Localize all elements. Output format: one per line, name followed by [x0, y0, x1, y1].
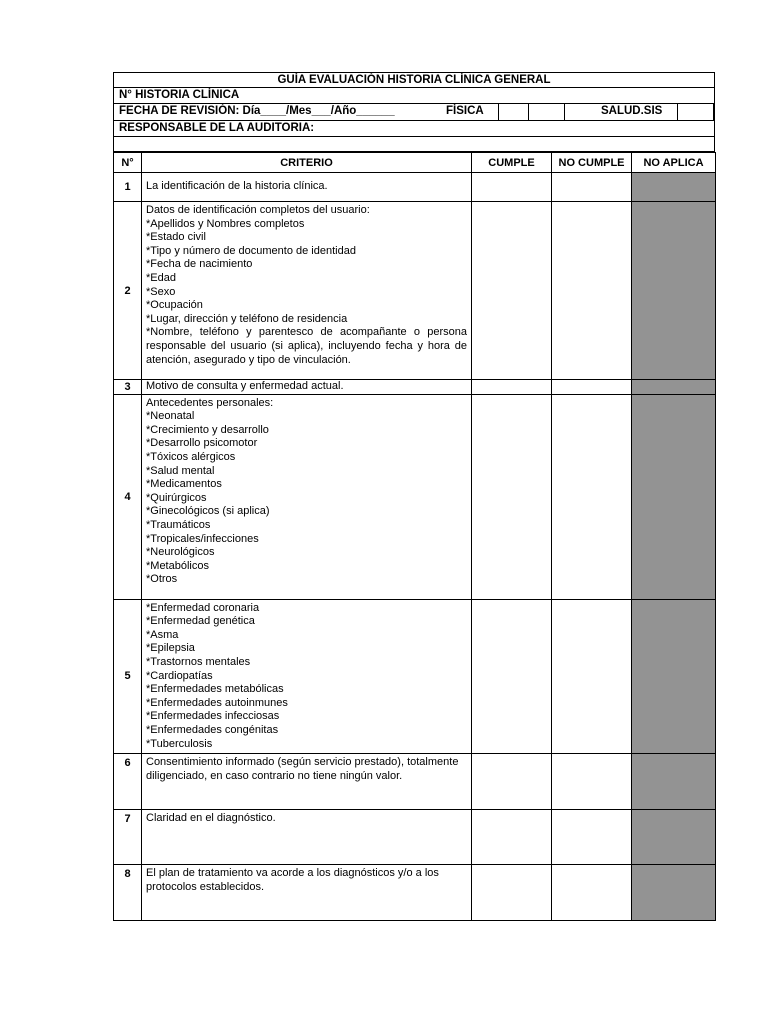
criterio-item: *Neurológicos — [146, 546, 215, 559]
audit-form — [113, 72, 715, 921]
no-aplica-cell — [632, 173, 716, 202]
no-cumple-cell[interactable] — [552, 394, 632, 599]
no-cumple-cell[interactable] — [552, 599, 632, 754]
col-criterio-header: CRITERIO — [142, 153, 472, 173]
row-number: 1 — [114, 173, 142, 202]
no-aplica-cell — [632, 394, 716, 599]
historia-row — [113, 88, 715, 104]
cumple-cell[interactable] — [472, 810, 552, 865]
cumple-cell[interactable] — [472, 599, 552, 754]
row-criterio — [142, 394, 472, 599]
salud-box-2[interactable] — [713, 104, 714, 120]
criterio-item: *Ginecológicos (si aplica) — [146, 505, 270, 518]
criterio-item: *Enfermedades metabólicas — [146, 683, 284, 696]
criterio-item: *Otros — [146, 573, 178, 586]
table-row — [114, 202, 716, 380]
criterio-text: Motivo de consulta y enfermedad actual. — [146, 380, 344, 392]
table-row — [114, 599, 716, 754]
criterio-item: *Sexo — [146, 285, 176, 298]
row-criterio — [142, 380, 472, 395]
criterio-item: *Epilepsia — [146, 642, 195, 655]
col-no-cumple-header: NO CUMPLE — [552, 153, 632, 173]
cumple-cell[interactable] — [472, 173, 552, 202]
no-cumple-cell[interactable] — [552, 810, 632, 865]
no-aplica-cell — [632, 202, 716, 380]
form-title: GUÍA EVALUACIÓN HISTORIA CLÍNICA GENERAL — [277, 74, 551, 86]
criterio-item: *Edad — [146, 271, 176, 284]
fisica-label: FÍSICA — [446, 105, 484, 117]
fisica-box[interactable] — [498, 104, 528, 120]
row-criterio — [142, 865, 472, 921]
table-row — [114, 380, 716, 395]
criterio-item: *Salud mental — [146, 464, 215, 477]
table-header-row — [114, 153, 716, 173]
responsable-label: RESPONSABLE DE LA AUDITORIA: — [119, 122, 315, 134]
row-number: 6 — [114, 754, 142, 810]
criterio-item: *Enfermedades congénitas — [146, 723, 279, 736]
salud-box[interactable] — [677, 104, 713, 120]
row-criterio — [142, 754, 472, 810]
no-aplica-cell — [632, 865, 716, 921]
criteria-table — [113, 152, 716, 921]
criterio-item: *Tipo y número de documento de identidad — [146, 244, 356, 257]
criterio-item: *Tropicales/infecciones — [146, 532, 259, 545]
criterio-item: *Enfermedades infecciosas — [146, 710, 280, 723]
row-criterio — [142, 173, 472, 202]
col-num-header: N° — [114, 153, 142, 173]
criterio-item: *Neonatal — [146, 410, 195, 423]
responsable-row — [113, 121, 715, 137]
criterio-text: Antecedentes personales: — [146, 396, 274, 409]
no-cumple-cell[interactable] — [552, 202, 632, 380]
criterio-item: *Traumáticos — [146, 518, 211, 531]
criterio-item: *Crecimiento y desarrollo — [146, 423, 269, 436]
salud-label: SALUD.SIS — [564, 104, 677, 120]
no-cumple-cell[interactable] — [552, 380, 632, 395]
criterio-item: *Fecha de nacimiento — [146, 258, 253, 271]
criterio-item: *Metabólicos — [146, 559, 209, 572]
row-criterio — [142, 599, 472, 754]
cumple-cell[interactable] — [472, 202, 552, 380]
criterio-item: *Trastornos mentales — [146, 655, 251, 668]
table-row — [114, 865, 716, 921]
row-number: 8 — [114, 865, 142, 921]
criterio-item: *Enfermedad genética — [146, 615, 255, 628]
no-cumple-cell[interactable] — [552, 754, 632, 810]
table-row — [114, 754, 716, 810]
table-row — [114, 810, 716, 865]
criterio-item: *Quirúrgicos — [146, 491, 207, 504]
form-title-row — [113, 72, 715, 88]
table-row — [114, 173, 716, 202]
criterio-text: Consentimiento informado (según servicio prestado), totalmente diligenciado, en caso contrario no tiene ningún valor. — [146, 756, 459, 782]
row-number: 3 — [114, 380, 142, 395]
criterio-text: Claridad en el diagnóstico. — [146, 812, 276, 825]
criterio-item: *Tuberculosis — [146, 737, 213, 750]
criterio-item: *Apellidos y Nombres completos — [146, 217, 305, 230]
no-aplica-cell — [632, 754, 716, 810]
row-number: 2 — [114, 202, 142, 380]
criterio-item: *Nombre, teléfono y parentesco de acompañante o persona responsable del usuario (si aplica), incluyendo fecha y hora de atención, asegurado y tipo de vinculación. — [146, 326, 467, 366]
row-criterio — [142, 202, 472, 380]
blank-row — [113, 137, 715, 152]
fisica-box-2[interactable] — [528, 104, 564, 120]
criterio-item: *Medicamentos — [146, 478, 222, 491]
criterio-item: *Desarrollo psicomotor — [146, 437, 258, 450]
no-cumple-cell[interactable] — [552, 865, 632, 921]
cumple-cell[interactable] — [472, 865, 552, 921]
row-number: 5 — [114, 599, 142, 754]
row-number: 7 — [114, 810, 142, 865]
row-criterio — [142, 810, 472, 865]
criterio-text: La identificación de la historia clínica. — [146, 180, 328, 193]
no-aplica-cell — [632, 810, 716, 865]
no-aplica-cell — [632, 599, 716, 754]
criterio-item: *Enfermedad coronaria — [146, 601, 260, 614]
cumple-cell[interactable] — [472, 394, 552, 599]
table-row — [114, 394, 716, 599]
historia-label: N° HISTORIA CLÍNICA — [119, 89, 240, 101]
col-cumple-header: CUMPLE — [472, 153, 552, 173]
criterio-item: *Tóxicos alérgicos — [146, 450, 236, 463]
row-number: 4 — [114, 394, 142, 599]
criterio-item: *Cardiopatías — [146, 669, 213, 682]
criterio-text: Datos de identificación completos del usuario: — [146, 204, 370, 216]
no-cumple-cell[interactable] — [552, 173, 632, 202]
col-no-aplica-header: NO APLICA — [632, 153, 716, 173]
criterio-item: *Ocupación — [146, 299, 203, 312]
criterio-item: *Enfermedades autoinmunes — [146, 696, 288, 709]
criterio-item: *Lugar, dirección y teléfono de residencia — [146, 312, 348, 325]
no-aplica-cell — [632, 380, 716, 395]
criterio-item: *Estado civil — [146, 231, 206, 244]
cumple-cell[interactable] — [472, 754, 552, 810]
criterio-item: *Asma — [146, 628, 179, 641]
cumple-cell[interactable] — [472, 380, 552, 395]
fecha-row — [113, 104, 715, 121]
criterio-text: El plan de tratamiento va acorde a los diagnósticos y/o a los protocolos establecidos. — [146, 867, 439, 893]
fecha-label: FECHA DE REVISIÓN: Día____/Mes___/Año______ — [119, 105, 395, 117]
